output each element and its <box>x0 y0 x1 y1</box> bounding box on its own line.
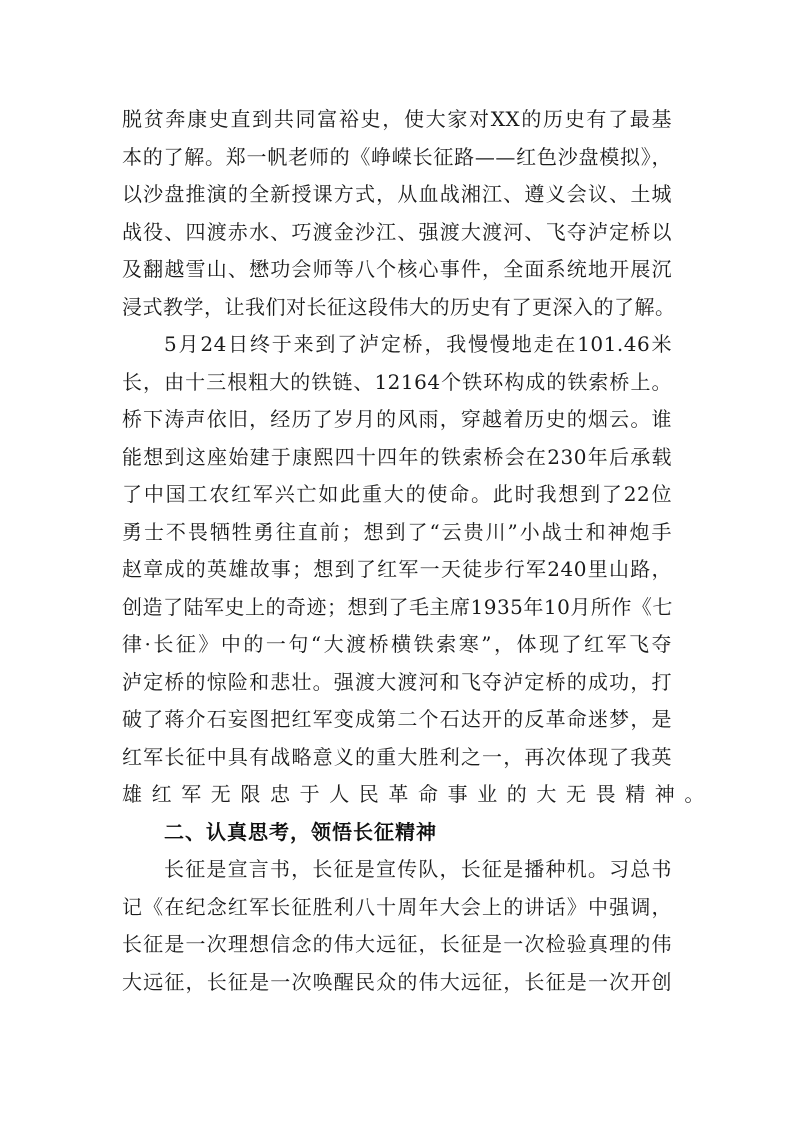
text-line: 脱贫奔康史直到共同富裕史，使大家对XX的历史有了最基 <box>122 107 672 131</box>
text-line: 桥下涛声依旧，经历了岁月的风雨，穿越着历史的烟云。谁 <box>122 407 672 431</box>
text-line: 浸式教学，让我们对长征这段伟大的历史有了更深入的了解。 <box>122 294 676 319</box>
text-line: 律·长征》中的一句“大渡桥横铁索寒”，体现了红军飞夺 <box>122 632 672 656</box>
text-line: 泸定桥的惊险和悲壮。强渡大渡河和飞夺泸定桥的成功，打 <box>122 669 672 694</box>
text-line: 5月24日终于来到了泸定桥，我慢慢地走在101.46米 <box>164 332 672 356</box>
section-heading <box>122 814 672 852</box>
document-body <box>122 101 714 1001</box>
text-line: 赵章成的英雄故事；想到了红军一天徒步行军240里山路， <box>122 557 672 581</box>
text-line: 能想到这座始建于康熙四十四年的铁索桥会在230年后承载 <box>122 444 672 469</box>
text-line: 创造了陆军史上的奇迹；想到了毛主席1935年10月所作《七 <box>122 594 673 619</box>
paragraph-long-march-spirit <box>122 851 672 1001</box>
text-line: 红军长征中具有战略意义的重大胜利之一，再次体现了我英 <box>122 744 672 769</box>
text-line: 本的了解。郑一帆老师的《峥嵘长征路——红色沙盘模拟》， <box>122 144 672 169</box>
text-line: 战役、四渡赤水、巧渡金沙江、强渡大渡河、飞夺泸定桥以 <box>122 219 672 244</box>
paragraph-luding-bridge <box>122 326 714 814</box>
text-line: 记《在纪念红军长征胜利八十周年大会上的讲话》中强调， <box>122 894 672 919</box>
text-line: 勇士不畏牺牲勇往直前；想到了“云贵川”小战士和神炮手 <box>122 519 672 544</box>
text-line: 长，由十三根粗大的铁链、12164个铁环构成的铁索桥上。 <box>122 369 672 394</box>
text-line: 了中国工农红军兴亡如此重大的使命。此时我想到了22位 <box>122 482 672 506</box>
text-line: 及翻越雪山、懋功会师等八个核心事件，全面系统地开展沉 <box>122 257 672 281</box>
text-line: 雄红军无限忠于人民革命事业的大无畏精神。 <box>122 782 714 806</box>
text-line: 长征是一次理想信念的伟大远征，长征是一次检验真理的伟 <box>122 932 672 956</box>
text-line: 以沙盘推演的全新授课方式，从血战湘江、遵义会议、土城 <box>122 182 672 206</box>
paragraph-intro-continued <box>122 101 676 326</box>
text-line: 大远征，长征是一次唤醒民众的伟大远征，长征是一次开创 <box>122 969 672 994</box>
text-line: 破了蒋介石妄图把红军变成第二个石达开的反革命迷梦，是 <box>122 707 672 731</box>
text-line: 长征是宣言书，长征是宣传队，长征是播种机。习总书 <box>164 857 672 881</box>
section-heading-text: 二、认真思考，领悟长征精神 <box>164 819 437 844</box>
